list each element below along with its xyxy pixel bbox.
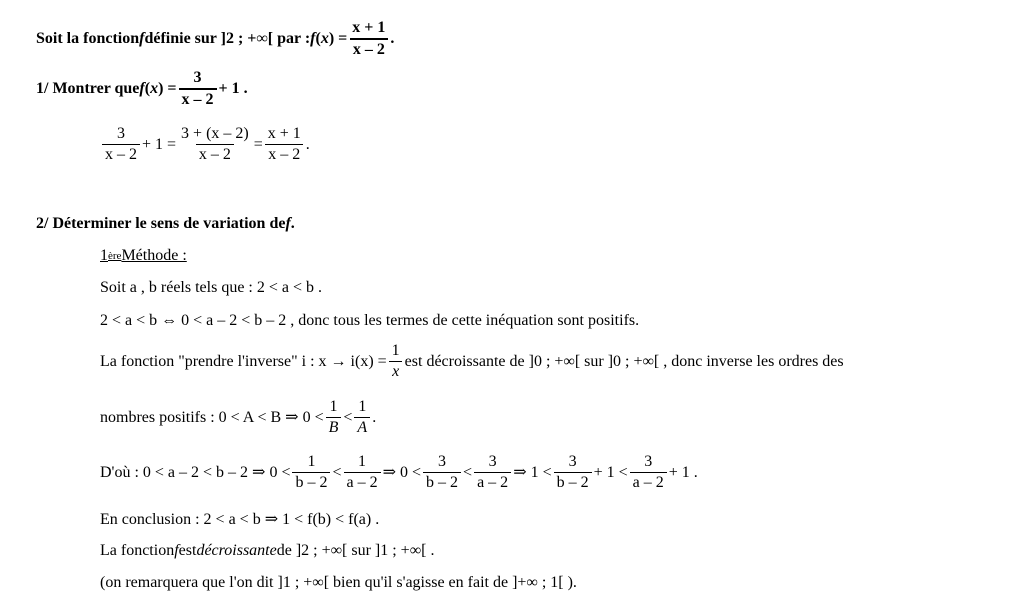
l7-decroissante: décroissante — [196, 542, 277, 559]
l5-text-2: < — [332, 463, 342, 481]
q1-f: f — [139, 80, 145, 97]
intro-text-3: ( — [315, 30, 321, 47]
line-inverse-function — [100, 343, 844, 380]
l5-text-4: < — [463, 463, 473, 481]
method-heading: 1 ère Méthode : — [100, 247, 187, 264]
l4-fraction-2 — [354, 399, 370, 436]
q1-text-1: 1/ Montrer que — [36, 80, 140, 97]
variable-x: x — [320, 30, 329, 47]
l5-fraction-3 — [423, 454, 461, 491]
q1-text-4: + 1 . — [218, 80, 248, 97]
l5-text-3: ⇒ 0 < — [382, 463, 422, 481]
l5-text-6: + 1 < — [593, 463, 628, 481]
l5-fraction-6 — [630, 454, 667, 491]
line-conclusion: En conclusion : 2 < a < b ⇒ 1 < f(b) < f(a) . — [100, 511, 380, 528]
line-dou — [100, 454, 698, 491]
l5-text-7: + 1 . — [668, 463, 698, 481]
intro-fraction-num: x + 1 — [352, 19, 386, 36]
question-1 — [36, 70, 248, 108]
question-2 — [36, 216, 295, 232]
function-name: f — [139, 30, 145, 47]
calc-fraction-3 — [265, 126, 304, 163]
l5-frac1-den: b – 2 — [292, 472, 330, 491]
function-name-2: f — [310, 30, 316, 47]
l5-frac4-den: a – 2 — [474, 472, 511, 491]
l5-frac3-num: 3 — [438, 453, 447, 470]
l5-frac2-den: a – 2 — [344, 472, 381, 491]
calc-frac3-num: x + 1 — [267, 125, 301, 142]
q1-text-3: ) = — [158, 80, 177, 97]
q2-text-2: . — [290, 215, 295, 232]
q2-f: f — [285, 215, 291, 232]
l7-text-3: de ]2 ; +∞[ sur ]1 ; +∞[ . — [276, 542, 435, 559]
l5-text-1: D'où : 0 < a – 2 < b – 2 ⇒ 0 < — [100, 463, 291, 481]
l3-fraction — [389, 343, 403, 380]
l5-text-5: ⇒ 1 < — [513, 463, 552, 481]
q1-fraction-num: 3 — [193, 69, 202, 86]
l5-fraction-4 — [474, 454, 511, 491]
q1-fraction — [179, 70, 217, 108]
q1-text-2: ( — [144, 80, 151, 97]
line-equivalence: 2 < a < b ⇔ 0 < a – 2 < b – 2 , donc tous les termes de cette inéquation sont positifs. — [100, 312, 640, 329]
l4-text-3: . — [372, 408, 377, 426]
l3-frac-num: 1 — [391, 342, 400, 359]
l4-fraction-1 — [326, 399, 342, 436]
calc-fraction-1 — [102, 126, 140, 163]
l4-text-1: nombres positifs : 0 < A < B ⇒ 0 < — [100, 408, 324, 426]
line-soit: Soit a , b réels tels que : 2 < a < b . — [100, 279, 323, 296]
l5-fraction-1 — [292, 454, 330, 491]
calc-line-1 — [100, 126, 310, 163]
line-decreasing — [100, 543, 434, 559]
q1-x: x — [150, 80, 159, 97]
l7-f: f — [174, 542, 179, 559]
line-positive-numbers — [100, 399, 376, 436]
l5-frac6-den: a – 2 — [630, 472, 667, 491]
l5-frac4-num: 3 — [488, 453, 497, 470]
intro-text-4: ) = — [328, 30, 348, 47]
intro-text-1: Soit la fonction — [36, 30, 140, 47]
intro-line — [36, 20, 394, 58]
l4-frac1-den: B — [326, 417, 342, 436]
method-num: 1 — [100, 247, 108, 264]
intro-fraction-den: x – 2 — [350, 38, 388, 58]
calc-text-2: = — [253, 135, 263, 153]
l4-text-2: < — [343, 408, 353, 426]
method-label: Méthode : — [121, 247, 187, 264]
intro-end: . — [390, 30, 395, 47]
calc-frac3-den: x – 2 — [265, 144, 303, 163]
l5-frac3-den: b – 2 — [423, 472, 461, 491]
calc-frac1-num: 3 — [117, 125, 125, 142]
line-remark: (on remarquera que l'on dit ]1 ; +∞[ bien qu'il s'agisse en fait de ]+∞ ; 1[ ). — [100, 574, 577, 591]
l3-frac-den: x — [389, 361, 402, 380]
l7-text-1: La fonction — [100, 542, 175, 559]
l4-frac2-num: 1 — [358, 398, 367, 415]
intro-fraction — [349, 20, 388, 58]
l5-frac1-num: 1 — [307, 453, 316, 470]
calc-frac1-den: x – 2 — [102, 144, 140, 163]
calc-text-1: + 1 = — [142, 135, 177, 153]
intro-text-2: définie sur ]2 ; +∞[ par : — [144, 30, 311, 47]
l7-text-2: est — [178, 542, 197, 559]
l3-text-1: La fonction "prendre l'inverse" i : x → i(x) = — [100, 352, 387, 370]
calc-text-3: . — [305, 135, 310, 153]
l5-frac2-num: 1 — [358, 453, 367, 470]
l3-text-2: est décroissante de ]0 ; +∞[ sur ]0 ; +∞[ , donc inverse les ordres des — [404, 352, 844, 370]
l5-fraction-2 — [344, 454, 381, 491]
l5-fraction-5 — [554, 454, 592, 491]
l4-frac1-num: 1 — [329, 398, 338, 415]
q1-fraction-den: x – 2 — [179, 88, 217, 108]
q2-text-1: 2/ Déterminer le sens de variation de — [36, 215, 286, 232]
calc-frac2-den: x – 2 — [196, 144, 234, 163]
calc-fraction-2 — [178, 126, 252, 163]
l5-frac5-num: 3 — [568, 453, 577, 470]
calc-frac2-num: 3 + (x – 2) — [181, 125, 249, 142]
l5-frac5-den: b – 2 — [554, 472, 592, 491]
l5-frac6-num: 3 — [644, 453, 653, 470]
l4-frac2-den: A — [354, 417, 370, 436]
